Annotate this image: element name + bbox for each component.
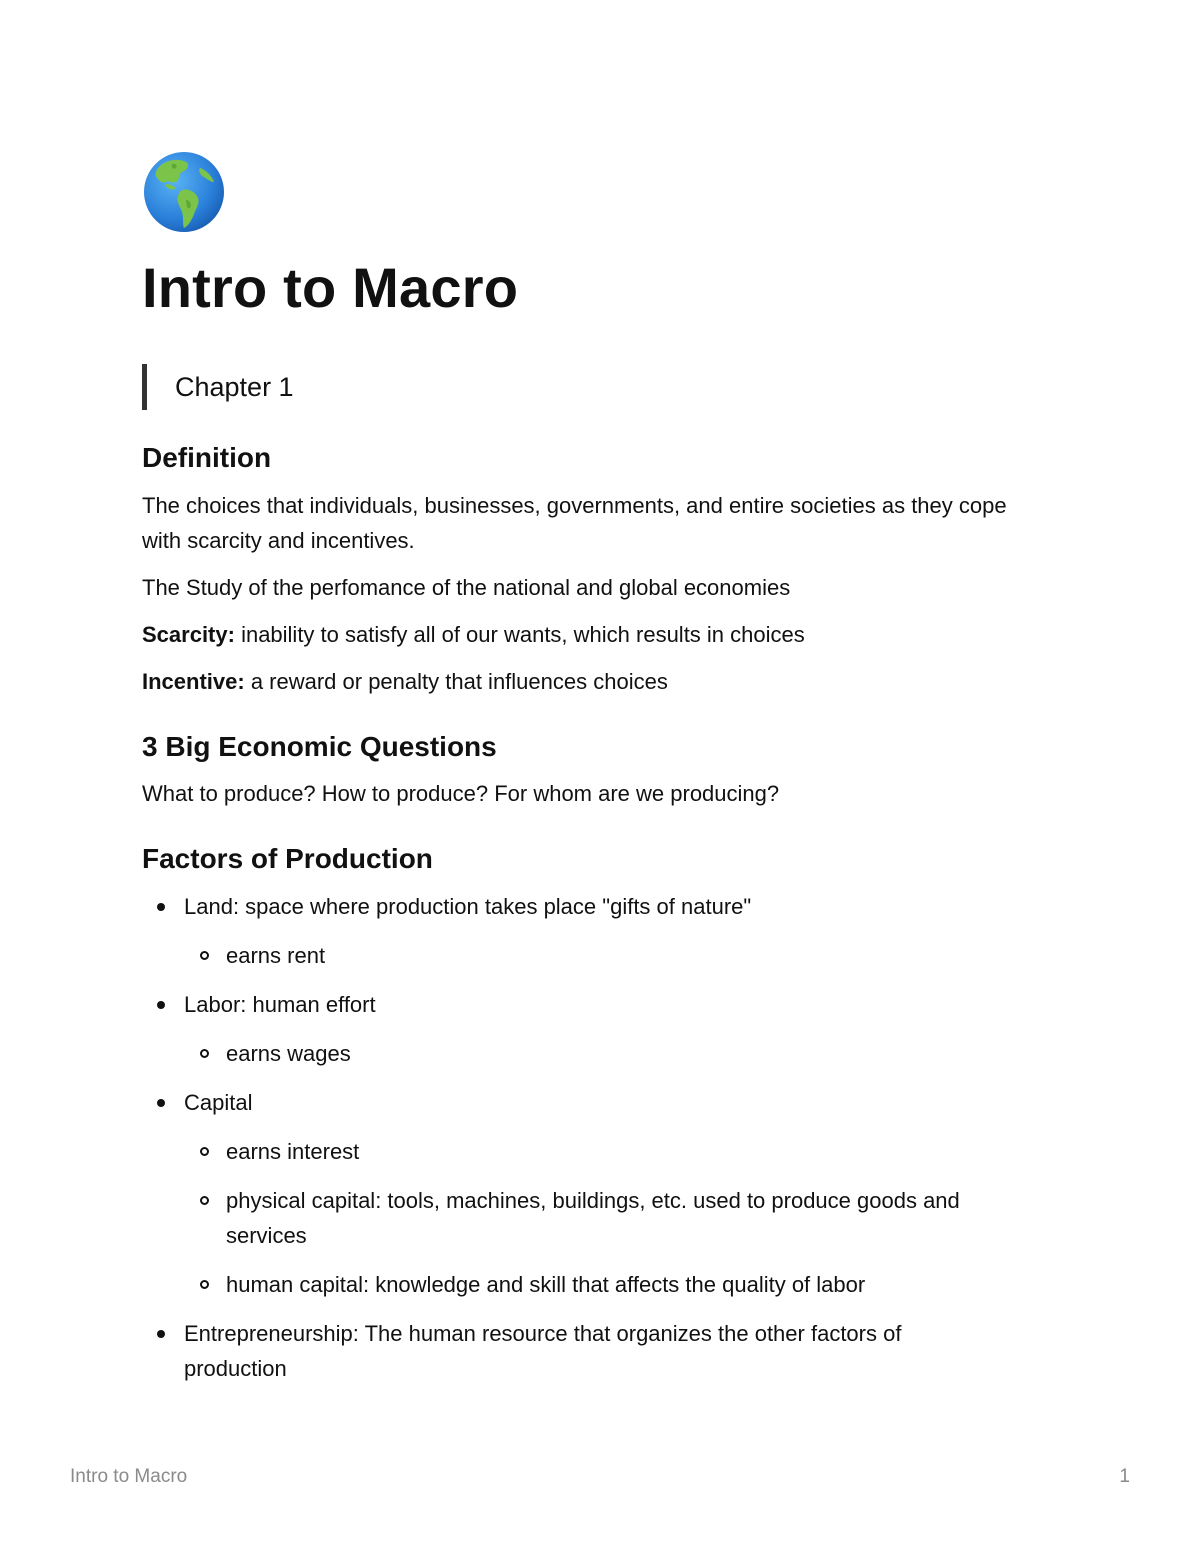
callout-text: Chapter 1	[175, 371, 294, 402]
sublist-item: earns interest	[184, 1134, 1032, 1169]
incentive-term: Incentive:	[142, 669, 245, 694]
capital-text: Capital	[184, 1090, 253, 1115]
scarcity-term: Scarcity:	[142, 622, 235, 647]
page-content	[142, 150, 1032, 1386]
sublist-item: earns rent	[184, 938, 1032, 973]
factors-list	[142, 889, 1032, 1386]
chapter-callout	[142, 364, 1032, 410]
entrepreneurship-text: Entrepreneurship: The human resource that organizes the other factors of production	[184, 1321, 902, 1381]
questions-paragraph: What to produce? How to produce? For whom are we producing?	[142, 781, 780, 806]
incentive-paragraph	[142, 664, 1032, 699]
labor-text: Labor: human effort	[184, 992, 376, 1017]
footer-title: Intro to Macro	[70, 1466, 188, 1487]
scarcity-paragraph	[142, 617, 1032, 652]
land-sublist	[184, 938, 1032, 973]
sublist-item: earns wages	[184, 1036, 1032, 1071]
sublist-item: human capital: knowledge and skill that affects the quality of labor	[184, 1267, 1032, 1302]
study-paragraph: The Study of the perfomance of the national and global economies	[142, 575, 791, 600]
questions-heading: 3 Big Economic Questions	[142, 731, 497, 762]
definition-paragraph: The choices that individuals, businesses, governments, and entire societies as they cope with scarcity and incentives.	[142, 493, 1007, 553]
capital-sublist	[184, 1134, 1032, 1302]
sublist-item: physical capital: tools, machines, buildings, etc. used to produce goods and services	[184, 1183, 1026, 1253]
labor-sublist	[184, 1036, 1032, 1071]
footer-page-number: 1	[1119, 1466, 1130, 1487]
list-item-entrepreneurship	[142, 1316, 984, 1386]
globe-americas-icon	[142, 150, 226, 234]
list-item-land	[142, 889, 1032, 973]
incentive-text: a reward or penalty that influences choices	[244, 669, 668, 694]
definition-heading: Definition	[142, 442, 272, 473]
list-item-labor	[142, 987, 1032, 1071]
page-title: Intro to Macro	[142, 256, 519, 319]
scarcity-text: inability to satisfy all of our wants, which results in choices	[234, 622, 805, 647]
factors-heading: Factors of Production	[142, 843, 433, 874]
list-item-capital	[142, 1085, 1032, 1302]
land-text: Land: space where production takes place "gifts of nature"	[184, 894, 752, 919]
